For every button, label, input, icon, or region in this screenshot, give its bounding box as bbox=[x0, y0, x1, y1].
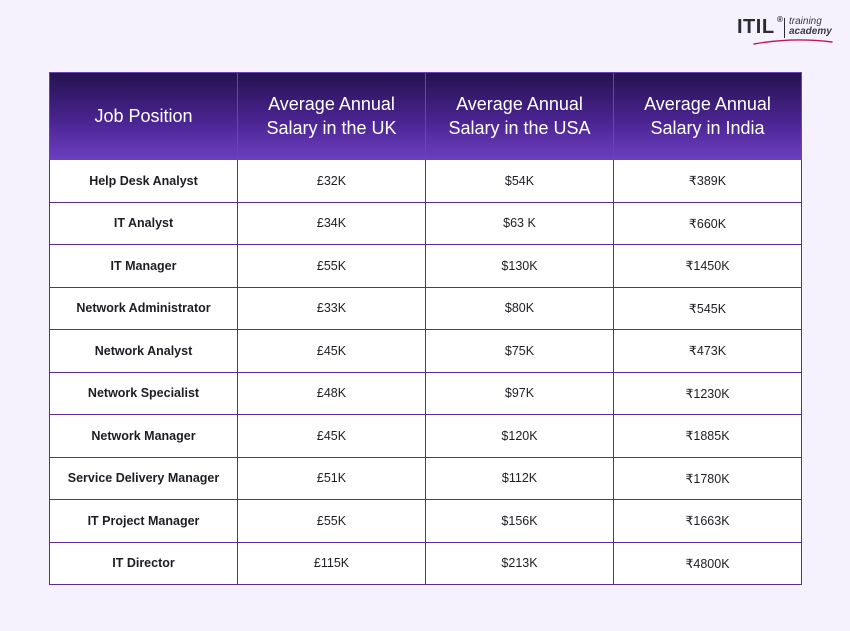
salary-usa-cell: $130K bbox=[426, 245, 614, 288]
salary-india-cell: ₹1663K bbox=[614, 500, 802, 543]
salary-usa-cell: $97K bbox=[426, 372, 614, 415]
table-row bbox=[50, 415, 802, 458]
salary-india-cell: ₹473K bbox=[614, 330, 802, 373]
logo-swoosh-icon bbox=[753, 38, 833, 46]
job-position-cell: IT Director bbox=[50, 542, 238, 585]
salary-usa-cell: $112K bbox=[426, 457, 614, 500]
salary-usa-cell: $156K bbox=[426, 500, 614, 543]
salary-india-cell: ₹660K bbox=[614, 202, 802, 245]
table-row bbox=[50, 287, 802, 330]
salary-india-cell: ₹389K bbox=[614, 160, 802, 203]
salary-uk-cell: £51K bbox=[238, 457, 426, 500]
table-row bbox=[50, 202, 802, 245]
salary-usa-cell: $54K bbox=[426, 160, 614, 203]
table-row bbox=[50, 500, 802, 543]
job-position-cell: IT Analyst bbox=[50, 202, 238, 245]
table-row bbox=[50, 542, 802, 585]
salary-uk-cell: £55K bbox=[238, 500, 426, 543]
salary-usa-cell: $75K bbox=[426, 330, 614, 373]
header-salary-uk: Average Annual Salary in the UK bbox=[238, 73, 426, 160]
logo-registered-mark: ® bbox=[777, 15, 783, 24]
table-row bbox=[50, 330, 802, 373]
salary-uk-cell: £33K bbox=[238, 287, 426, 330]
logo-brand-text: ITIL bbox=[737, 16, 775, 38]
job-position-cell: Network Analyst bbox=[50, 330, 238, 373]
logo-tagline-line2: academy bbox=[789, 26, 832, 37]
job-position-cell: Network Manager bbox=[50, 415, 238, 458]
logo-tagline-line1: training bbox=[789, 16, 822, 27]
salary-uk-cell: £45K bbox=[238, 330, 426, 373]
table-row bbox=[50, 160, 802, 203]
salary-table bbox=[49, 72, 802, 585]
table-row bbox=[50, 372, 802, 415]
salary-uk-cell: £48K bbox=[238, 372, 426, 415]
salary-usa-cell: $63 K bbox=[426, 202, 614, 245]
salary-usa-cell: $213K bbox=[426, 542, 614, 585]
salary-india-cell: ₹1450K bbox=[614, 245, 802, 288]
job-position-cell: IT Manager bbox=[50, 245, 238, 288]
table-body bbox=[50, 160, 802, 585]
salary-uk-cell: £45K bbox=[238, 415, 426, 458]
salary-uk-cell: £115K bbox=[238, 542, 426, 585]
salary-india-cell: ₹545K bbox=[614, 287, 802, 330]
salary-india-cell: ₹1230K bbox=[614, 372, 802, 415]
salary-india-cell: ₹4800K bbox=[614, 542, 802, 585]
brand-logo bbox=[737, 14, 837, 46]
logo-divider bbox=[784, 18, 785, 38]
header-salary-india: Average Annual Salary in India bbox=[614, 73, 802, 160]
job-position-cell: Network Administrator bbox=[50, 287, 238, 330]
table-row bbox=[50, 457, 802, 500]
salary-uk-cell: £34K bbox=[238, 202, 426, 245]
job-position-cell: IT Project Manager bbox=[50, 500, 238, 543]
salary-uk-cell: £32K bbox=[238, 160, 426, 203]
job-position-cell: Help Desk Analyst bbox=[50, 160, 238, 203]
salary-india-cell: ₹1780K bbox=[614, 457, 802, 500]
salary-table-container bbox=[49, 72, 801, 585]
salary-usa-cell: $120K bbox=[426, 415, 614, 458]
header-salary-usa: Average Annual Salary in the USA bbox=[426, 73, 614, 160]
job-position-cell: Network Specialist bbox=[50, 372, 238, 415]
table-header bbox=[50, 73, 802, 160]
header-job-position: Job Position bbox=[50, 73, 238, 160]
salary-usa-cell: $80K bbox=[426, 287, 614, 330]
header-row bbox=[50, 73, 802, 160]
table-row bbox=[50, 245, 802, 288]
salary-uk-cell: £55K bbox=[238, 245, 426, 288]
salary-india-cell: ₹1885K bbox=[614, 415, 802, 458]
job-position-cell: Service Delivery Manager bbox=[50, 457, 238, 500]
